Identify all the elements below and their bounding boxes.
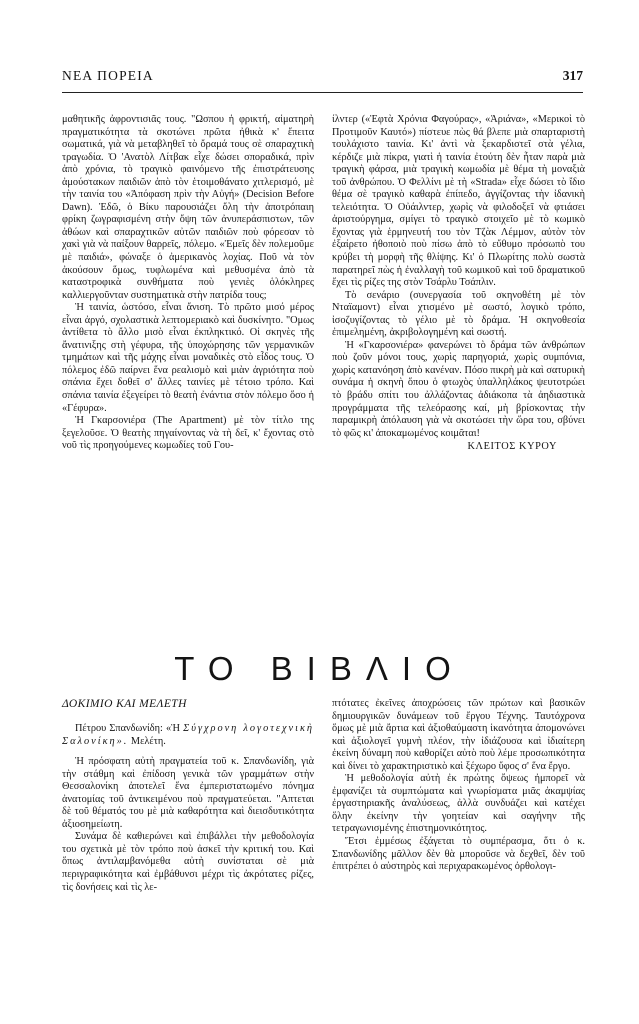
book-right-column	[332, 698, 585, 874]
paragraph: Ἡ «Γκαρσονιέρα» φανερώνει τὸ δράμα τῶν ἀνθρώπων ποὺ ζοῦν μόνοι τους, χωρὶς παρηγοριά, χωρὶς συμπόνια, χωρὶς κατανόηση ἀπὸ κανέναν. Πόσο πικρὴ μὰ καὶ σατυρικὴ συνάμα ἡ σκηνὴ ὅπου ὁ φτωχὸς ὑπαλληλάκος ψευτοτρώει τὸ βράδυ σπίτι του ἀλλάζοντας ἀδιάκοπα τὰ ἀηδιαστικὰ προγράμματα τῆς τελεόρασης καί, μὴ βρίσκοντας τὴν παραμικρὴ ἀπόλαυση γιὰ νὰ σκοτώσει τὴν ὥρα του, σβύνει τὸ φῶς κι' ἀποκαμωμένος κοιμᾶται!	[332, 339, 585, 439]
paragraph: Ἡ μεθοδολογία αὐτὴ ἐκ πρώτης ὄψεως ἠμπορεῖ νὰ ἐμφανίζει τὰ συμπτώματα καὶ γνωρίσματα μιᾶς ἀκαμψίας ἐργαστηριακῆς ἀναλύσεως, ἀλλὰ συνδυάζει καὶ κατέχει ὅλην ἐκείνην τὴν γοητείαν καὶ σαγήνην τῆς τετραγωνισμένης ἐπιστημονικότητος.	[332, 773, 585, 835]
paragraph: Τὸ σενάριο (συνεργασία τοῦ σκηνοθέτη μὲ τὸν Νταϊαμοντ) εἶναι χτισμένο μὲ σωστό, λογικὸ τρόπο, ἰσοζυγίζοντας τὸ γέλιο μὲ τὸ δράμα. Ἡ σκηνοθεσία ἐπιμελημένη, ἀκριβολογημένη καὶ σωστή.	[332, 289, 585, 339]
paragraph: Ἡ πρόσφατη αὐτὴ πραγματεία τοῦ κ. Σπανδωνίδη, γιὰ τὴν στάθμη καὶ ἐπίδοση γενικὰ τῶν γραμμάτων στὴν Θεσσαλονίκη ἀποτελεῖ ἕνα ἐμπεριστατωμένο πόνημα ἀνατομίας τοῦ ἀντικειμένου ποὺ πραγματεύεται. "Απτεται δὲ τοῦ θέματός του μὲ μιὰ καθαρότητα καὶ διεισδυτικότητα ἀξιοσημείωτη.	[62, 756, 314, 830]
running-header	[62, 68, 583, 90]
header-rule	[62, 92, 583, 93]
paragraph: μαθητικῆς ἀφροντισιᾶς τους. "Ωσπου ἡ φρικτή, αἱματηρὴ πραγματικότητα τὰ σκοτώνει πρῶτα ἠθικὰ κ' ἔπειτα σωματικά, γιὰ νὰ μεταβληθεῖ τὸ ὄραμά τους σὲ σπαραχτικὴ τραγωδία. Ὁ 'Ανατὸλ Λίτβακ εἶχε δώσει σποραδικά, πρὶν ἀπὸ χρόνια, τὸ τραγικὸ φαινόμενο τῆς ἐπιστράτευσης ἀμούστακων παιδιῶν ἀπὸ τὸν ἑτοιμοθάνατο χιτλερισμό, μὲ τὴν ταινία του «Ἀπόφαση πρὶν τὴν Αὐγή» (Decision Before Dawn). Ἐδῶ, ὁ Βίκυ παρουσιάζει ὅλη τὴν ἀποτρόπαιη φρίκη ζωγραφισμένη στὴν ὄψη τῶν ἀνυπεράσπιστων, τῶν ἀθώων καὶ σπαραχτικῶν αὐτῶν παιδιῶν ποὺ φόρεσαν τὸ χακὶ γιὰ νὰ παίξουν θαρρεῖς, πόλεμο. «Ἐμεῖς δὲν πολεμοῦμε μὲ παιδιά», φώναξε ὁ ἀμερικανὸς λοχίας. Ποῦ νὰ τὸν ἀκούσουν ὅμως, τυφλωμένα καὶ μεθυσμένα ἀπὸ τὰ καταστροφικὰ συνθήματα ποὺ γενιὲς ὁλόκληρες καλλιεργοῦνταν συστηματικὰ στὴν πατρίδα τους;	[62, 114, 314, 301]
paragraph: Ἔτσι ἐμμέσως ἐξάγεται τὸ συμπέρασμα, ὅτι ὁ κ. Σπανδωνίδης μᾶλλον δὲν θὰ μποροῦσε νὰ δεχθεῖ, δὲν τοῦ ἐπιτρέπει ὁ αὐστηρὸς καὶ περιχαρακωμένος ὀρθολογι-	[332, 836, 585, 873]
paragraph: ίλντερ («Ἑφτὰ Χρόνια Φαγούρας», «Ἀριάνα», «Μερικοὶ τὸ Προτιμοῦν Καυτό») πίστευε πὼς θά βλεπε μιὰ σπαρταριστὴ τουλάχιστο ταινία. Κι' ἀντὶ νὰ ξεκαρδιστεῖ στὰ γέλια, κέρδιζε μιὰ πίκρα, γιατὶ ἡ ταινία ἐτούτη δὲν ἦταν παρὰ μιὰ τραγικὴ φάρσα, μιὰ τραγικὴ κωμωδία μὲ θέμα τὴ μοναξιὰ τοῦ ἀνθρώπου. Ὁ Φελλίνι μὲ τὴ «Strada» εἶχε δώσει τὸ ἴδιο θέμα σὲ τραγικὸ καθαρὰ ἐπίπεδο, ἀγγίζοντας τὴν ἰδανικὴ τελειότητα. Ὁ Οὐάιλντερ, χωρὶς νὰ φιλοδοξεῖ νὰ φτιάσει ἀριστούργημα, σμίγει τὸ τραγικὸ στοιχεῖο μὲ τὸ κωμικὸ ἔχοντας γιὰ ἑρμηνευτή του τὸν Τζὰκ Λέμμον, αὐτὸν τὸν ἐξαίρετο ἠθοποιὸ ποὺ πίσω ἀπὸ τὸ εὔθυμο πρόσωπὸ του κρύβει τὴ μορφὴ τῆς θλίψης. Κι' ὁ Πλωρίτης πολὺ σωστὰ παρατηρεῖ πὼς ἡ ἐναλλαγὴ τοῦ κωμικοῦ καὶ τοῦ δραματικοῦ ἔχει τὶς ρίζες της στὸν Τσάρλυ Τσάπλιν.	[332, 114, 585, 289]
paragraph: Ἡ Γκαρσονιέρα (The Apartment) μὲ τὸν τίτλο της ξεγελοῦσε. Ὁ θεατὴς πηγαίνοντας νὰ τὴ δεῖ, κ' ἔχοντας στὸ νοῦ τὶς προηγούμενες κωμωδίες τοῦ Γου-	[62, 415, 314, 452]
section-subhead: ΔΟΚΙΜΙΟ ΚΑΙ ΜΕΛΕΤΗ	[62, 698, 187, 710]
page-number: 317	[562, 68, 583, 83]
review-right-column	[332, 114, 585, 454]
book-left-column	[62, 723, 314, 894]
section-title: ΤΟ ΒΙΒΛΙΟ	[174, 650, 465, 687]
paragraph: πτότατες ἐκεῖνες ἀποχρώσεις τῶν πρώτων καὶ βασικῶν δημιουργικῶν δυνάμεων τοῦ ἔργου Τέχνης. Ταυτόχρονα ὅμως μὲ μιὰ ἄρτια καὶ ἀξιοθαύμαστη ἱκανότητα ἀπομονώνει καὶ ἀξιολογεῖ γυμνὴ πλέον, τὴν ἰδιάζουσα καὶ ἰδιαίτερη ἐκείνη δύναμη ποὺ καθορίζει αὐτὸ ποὺ λέμε προσωπικότητα καὶ δίνει τὸ χαρακτηριστικὸ καὶ ξέχωρο ὕφος σ' ἕνα ἔργο.	[332, 698, 585, 772]
author-signature: ΚΛΕΙΤΟΣ ΚΥΡΟΥ	[467, 441, 557, 453]
paragraph: Συνάμα δὲ καθιερώνει καὶ ἐπιβάλλει τὴν μεθοδολογία του σχετικὰ μὲ τὸν τρόπο ποὺ ἀσκεῖ τὴν κριτική του. Καὶ ὅπως ἀντιλαμβανόμεθα αὐτὴ συνίσταται σὲ μιὰ περιγραφικότητα καὶ ἐμβάθυνσι μέχρι τὶς ἀκρότατες ρίζες, τὶς δονήσεις καὶ τὶς λε-	[62, 831, 314, 893]
citation-rest: Μελέτη.	[130, 735, 166, 747]
journal-title: ΝΕΑ ΠΟΡΕΙΑ	[62, 68, 154, 83]
review-left-column	[62, 114, 314, 453]
citation-author: Πέτρου Σπανδωνίδη: «Ἡ	[75, 723, 180, 734]
paragraph: Ἡ ταινία, ὡστόσο, εἶναι ἄνιση. Τὸ πρῶτο μισό μέρος εἶναι ἀργό, σχολαστικὰ λεπτομεριακὸ καὶ δυσκίνητο. "Ομως ἀντίθετα τὸ ἄλλο μισὸ εἶναι ἐκπληκτικό. Οἱ σκηνὲς τῆς ἄνατινιξης στὴ γέφυρα, τῆς ὑποχώρησης τῶν γερμανικῶν τμημάτων καὶ τῆς μάχης εἶναι μοναδικὲς στὸ εἶδος τους. Ὁ πόλεμος ἐδῶ παίρνει ἕνα ρεαλισμὸ καὶ μιὰν ἀγριότητα ποὺ σπάνια ἔχει δοθεῖ σ' ἄλλες ταινίες μὲ τέτοιο τρόπο. Καὶ σπάνια ταινία ἐξεγείρει τὸ θεατὴ ἐνάντια στὸν πόλεμο ὅσο ἡ «Γέφυρα».	[62, 302, 314, 414]
book-citation	[62, 723, 314, 748]
citation-title: Σύγχρονη λογοτεχνικὴ Σαλονίκη».	[62, 723, 314, 747]
